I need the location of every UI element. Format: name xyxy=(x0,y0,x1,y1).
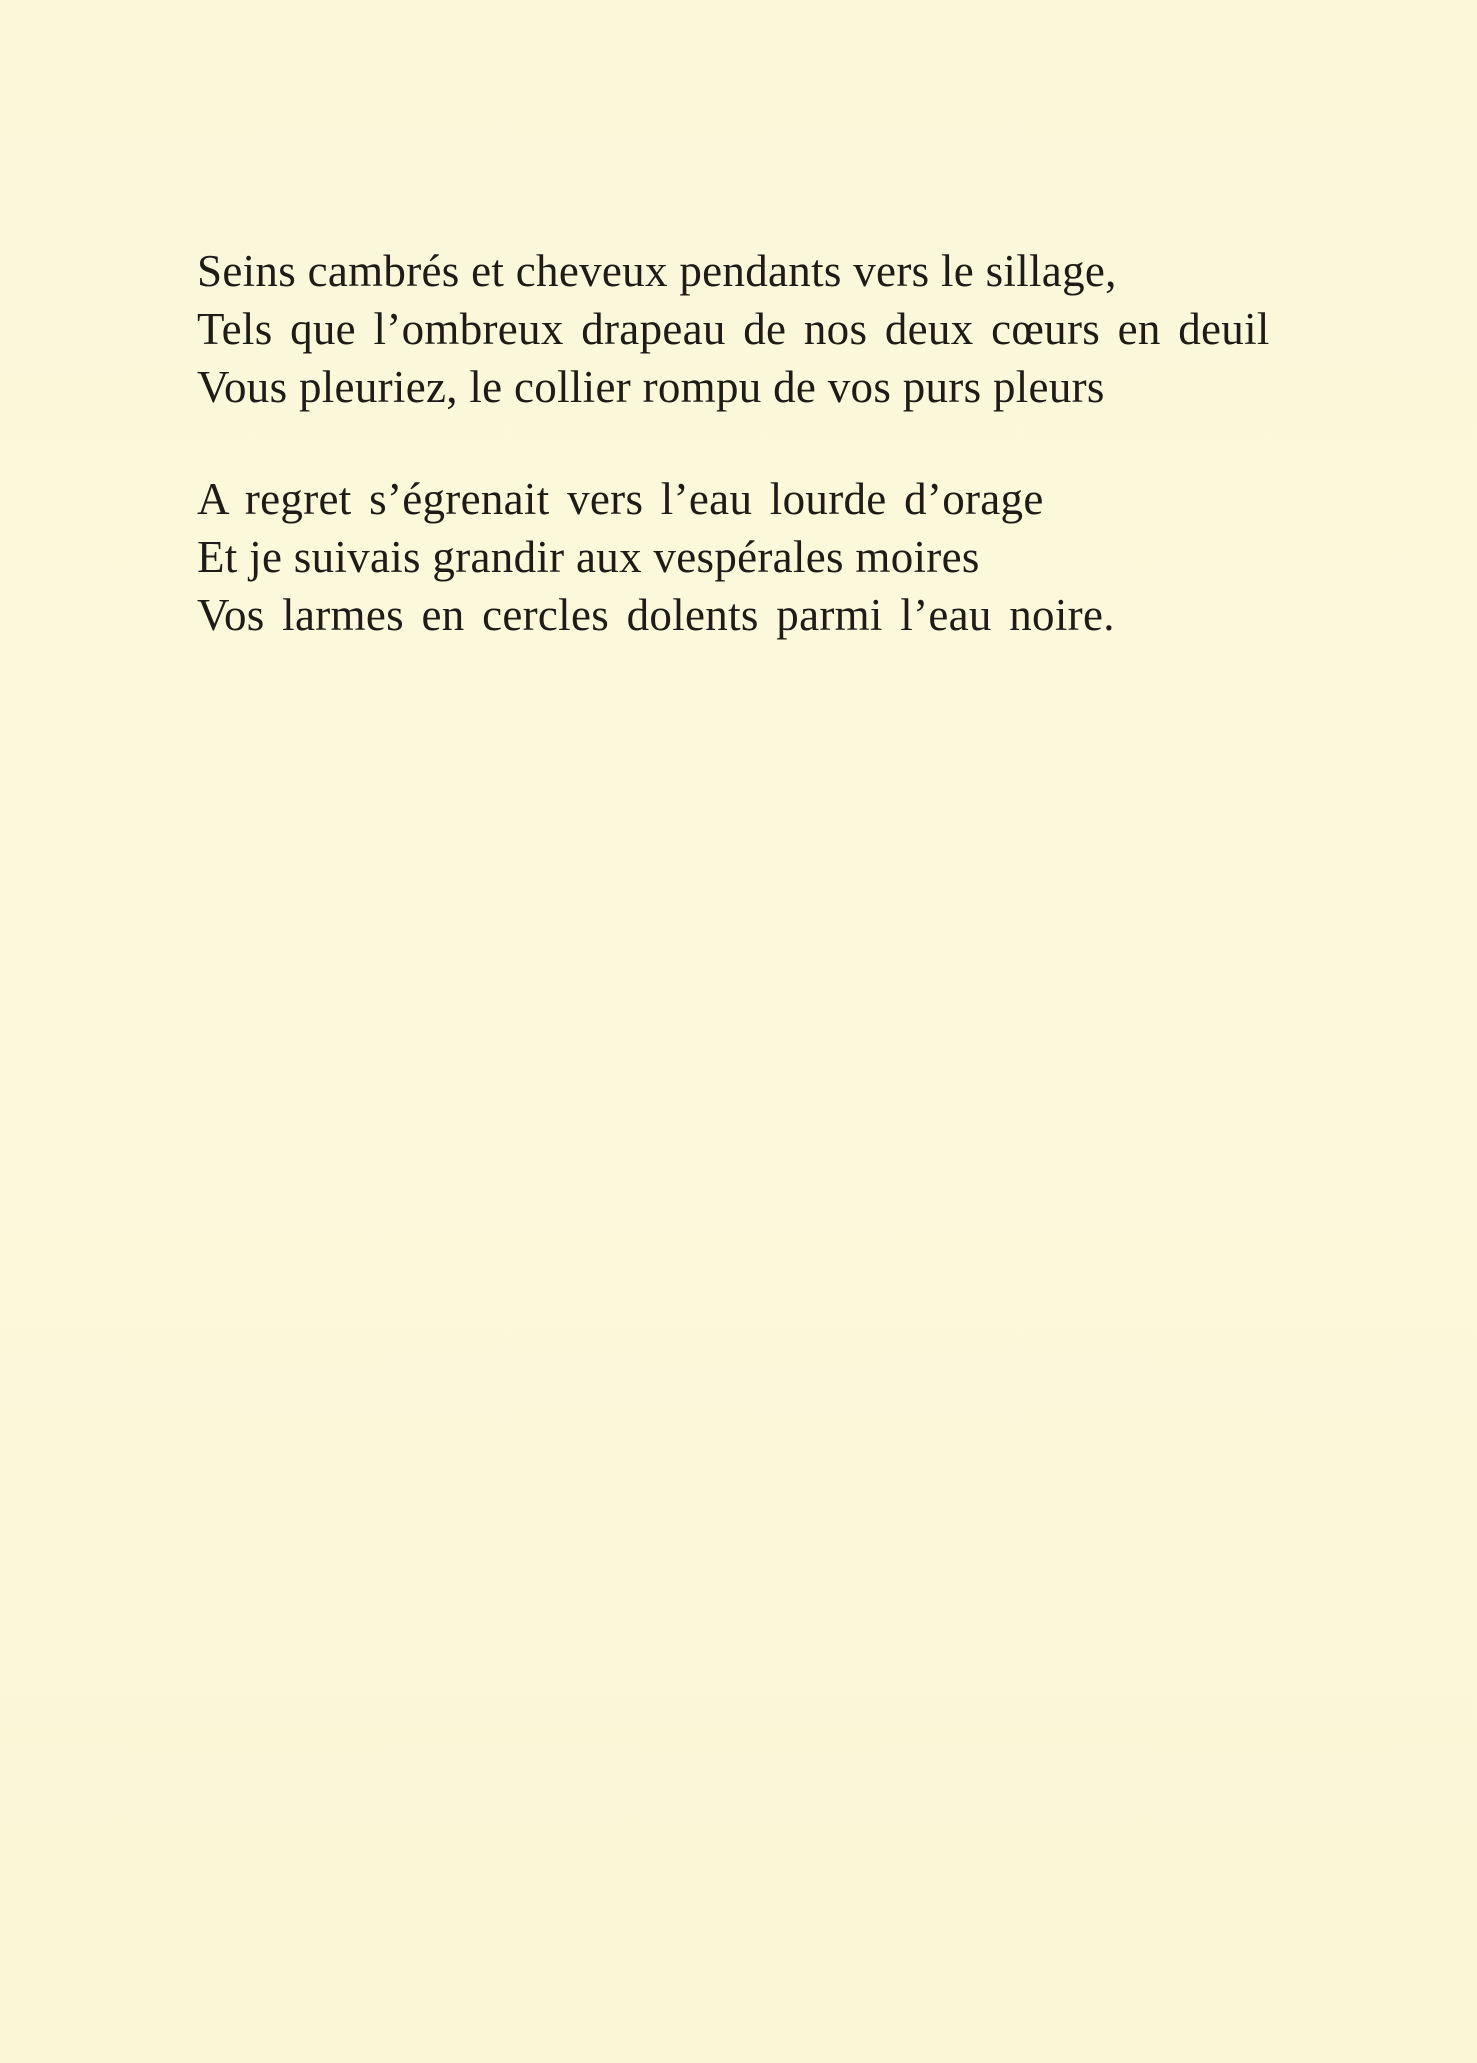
poem-stanza-1 xyxy=(197,242,1397,416)
poem-stanza-2 xyxy=(197,470,1397,644)
poem-line: Vous pleuriez, le collier rompu de vos purs pleurs xyxy=(197,362,1105,412)
poem-line: Seins cambrés et cheveux pendants vers le sillage, xyxy=(197,246,1117,296)
poem-line: Vos larmes en cercles dolents parmi l’eau noire. xyxy=(197,590,1115,640)
poem-line: A regret s’égrenait vers l’eau lourde d’orage xyxy=(197,474,1044,524)
poem-line: Tels que l’ombreux drapeau de nos deux cœurs en deuil xyxy=(197,304,1270,354)
poem-line: Et je suivais grandir aux vespérales moires xyxy=(197,532,980,582)
